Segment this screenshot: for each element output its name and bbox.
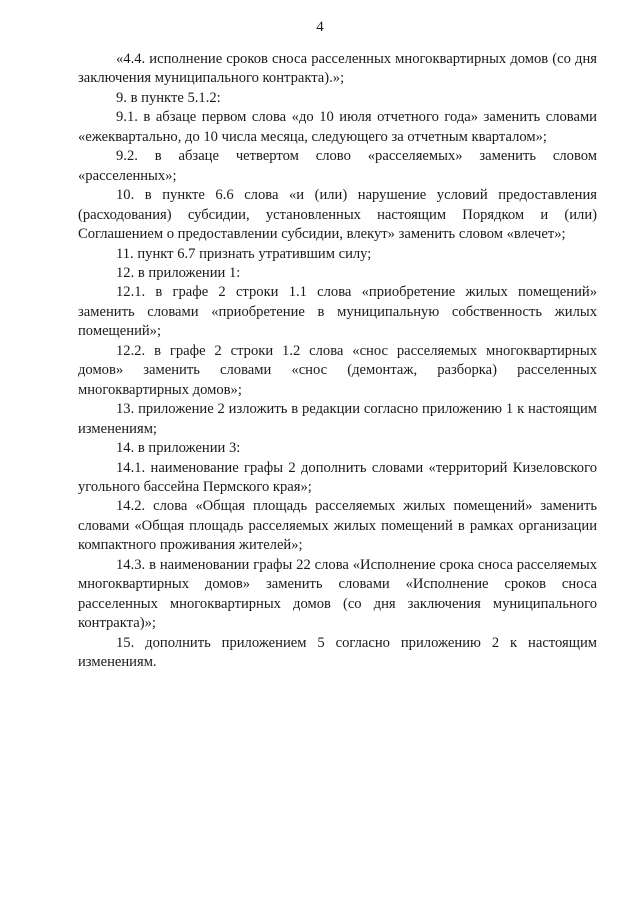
document-body [78,50,597,673]
paragraph-14-1: 14.1. наименование графы 2 дополнить словами «территорий Кизеловского угольного бассейна Пермского края»; [78,459,597,495]
paragraph-9-2: 9.2. в абзаце четвертом слово «расселяемых» заменить словом «расселенных»; [78,148,597,184]
paragraph-12-2: 12.2. в графе 2 строки 1.2 слова «снос расселяемых многоквартирных домов» заменить словами «снос (демонтаж, разборка) расселенных многоквартирных домов»; [78,342,597,398]
paragraph-14-3: 14.3. в наименовании графы 22 слова «Исполнение срока сноса расселяемых многоквартирных домов» заменить словами «Исполнение сроков сноса расселенных многоквартирных домов (со дня заключения муниципального контракта)»; [78,556,597,632]
paragraph-14: 14. в приложении 3: [116,440,241,457]
paragraph-14-2: 14.2. слова «Общая площадь расселяемых жилых помещений» заменить словами «Общая площадь расселяемых жилых помещений в рамках организации компактного проживания жителей»; [78,498,597,554]
paragraph-12-1: 12.1. в графе 2 строки 1.1 слова «приобретение жилых помещений» заменить словами «приобретение в муниципальную собственность жилых помещений»; [78,284,597,340]
paragraph-15: 15. дополнить приложением 5 согласно приложению 2 к настоящим изменениям. [78,634,597,671]
paragraph-11: 11. пункт 6.7 признать утратившим силу; [116,245,372,262]
paragraph-9: 9. в пункте 5.1.2: [116,89,221,106]
paragraph-4-4: «4.4. исполнение сроков сноса расселенных многоквартирных домов (со дня заключения муниципального контракта).»; [78,51,597,87]
paragraph-13: 13. приложение 2 изложить в редакции согласно приложению 1 к настоящим изменениям; [78,401,597,437]
paragraph-10: 10. в пункте 6.6 слова «и (или) нарушение условий предоставления (расходования) субсидии, установленных настоящим Порядком и (или) Соглашением о предоставлении субсидии, влекут» заменить словом «влечет»; [78,187,597,243]
paragraph-12: 12. в приложении 1: [116,264,241,281]
paragraph-9-1: 9.1. в абзаце первом слова «до 10 июля отчетного года» заменить словами «ежеквартально, до 10 числа месяца, следующего за отчетным кварталом»; [78,109,597,145]
page-number: 4 [316,19,324,35]
